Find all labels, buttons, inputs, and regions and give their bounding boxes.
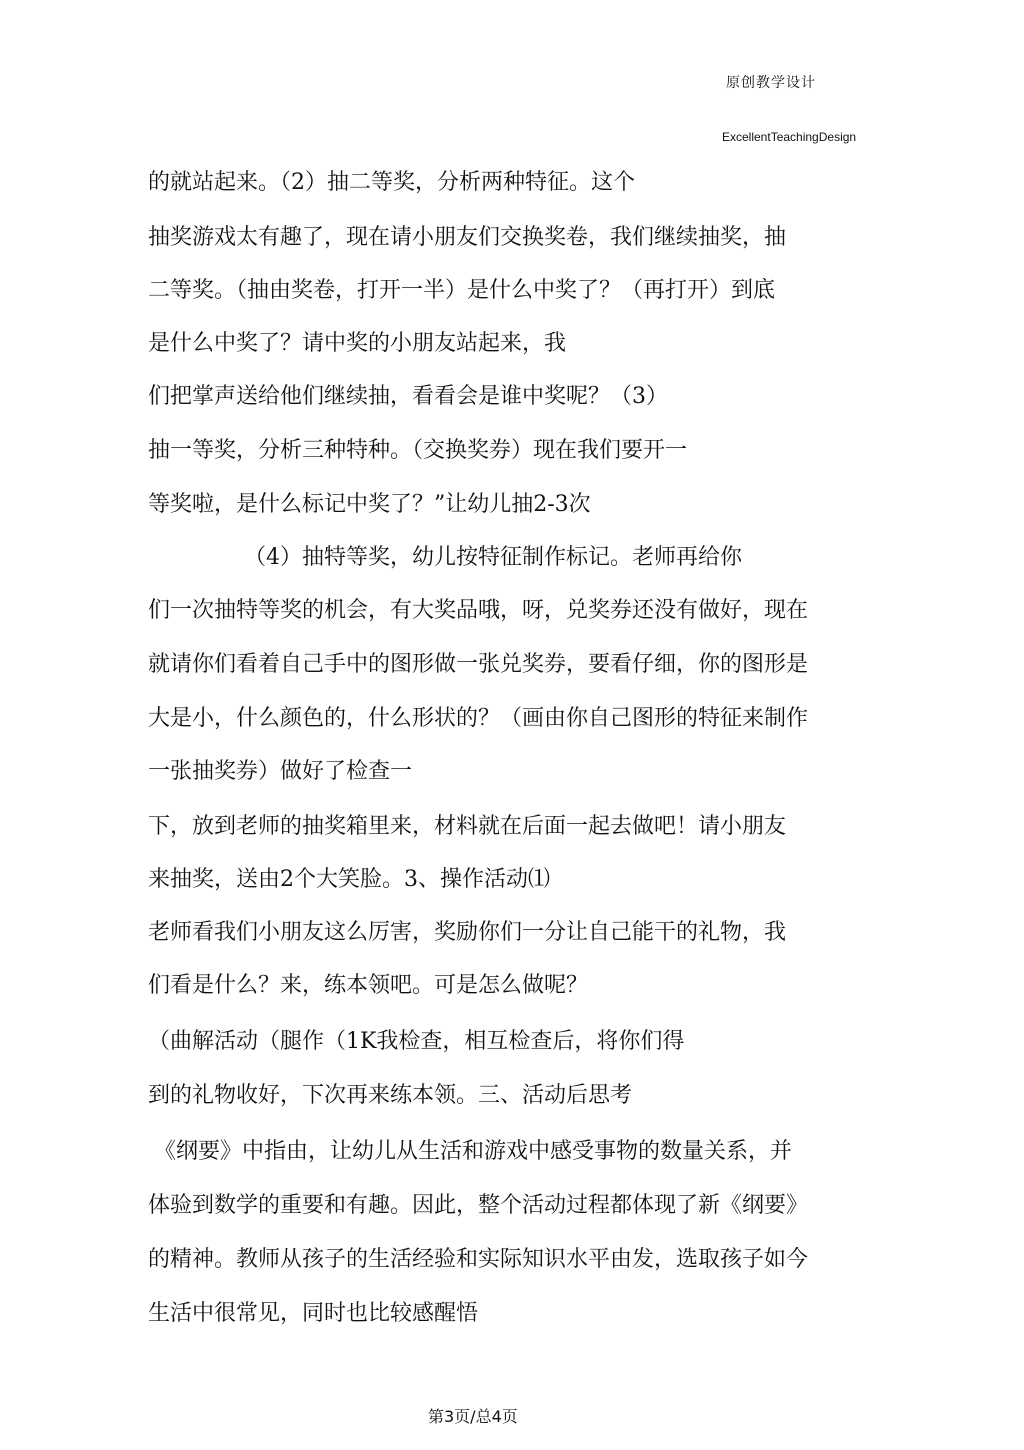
body-line: 《纲要》中指由，让幼儿从生活和游戏中感受事物的数量关系，并 <box>154 1139 793 1164</box>
body-line: 大是小，什么颜色的，什么形状的？（画由你自己图形的特征来制作 <box>148 706 809 731</box>
body-line: 们看是什么？来，练本领吧。可是怎么做呢？ <box>148 973 589 998</box>
body-line: 来抽奖，送由2个大笑脸。3、操作活动⑴ <box>148 867 550 892</box>
body-line: 老师看我们小朋友这么厉害，奖励你们一分让自己能干的礼物，我 <box>148 920 787 945</box>
header-title: 原创教学设计 <box>726 75 816 91</box>
header-subtitle: ExcellentTeachingDesign <box>722 130 857 144</box>
body-line: 生活中很常见，同时也比较感醒悟 <box>148 1301 479 1326</box>
body-line: 的精神。教师从孩子的生活经验和实际知识水平由发，选取孩子如今 <box>148 1247 809 1272</box>
page-number: 第3页/总4页 <box>428 1407 518 1426</box>
body-line: 一张抽奖券）做好了检查一 <box>148 759 413 784</box>
body-line: 就请你们看着自己手中的图形做一张兑奖券，要看仔细，你的图形是 <box>148 652 809 677</box>
body-line: 到的礼物收好，下次再来练本领。三、活动后思考 <box>148 1083 633 1108</box>
body-line: 是什么中奖了？请中奖的小朋友站起来，我 <box>148 331 567 356</box>
body-line: （曲解活动（腿作（1K我检查，相互检查后，将你们得 <box>148 1029 685 1054</box>
body-line: 二等奖。（抽由奖卷，打开一半）是什么中奖了？（再打开）到底 <box>148 278 776 303</box>
body-line: （4）抽特等奖，幼儿按特征制作标记。老师再给你 <box>244 545 742 570</box>
body-line: 下，放到老师的抽奖箱里来，材料就在后面一起去做吧！请小朋友 <box>148 814 787 839</box>
body-line: 体验到数学的重要和有趣。因此，整个活动过程都体现了新《纲要》 <box>148 1193 809 1218</box>
body-line: 们把掌声送给他们继续抽，看看会是谁中奖呢？（3） <box>148 384 668 409</box>
body-line: 抽一等奖，分析三种特种。（交换奖券）现在我们要开一 <box>148 438 688 463</box>
body-line: 的就站起来。（2）抽二等奖，分析两种特征。这个 <box>148 170 635 195</box>
body-line: 们一次抽特等奖的机会，有大奖品哦，呀，兑奖券还没有做好，现在 <box>148 598 809 623</box>
body-line: 抽奖游戏太有趣了，现在请小朋友们交换奖卷，我们继续抽奖，抽 <box>148 225 787 250</box>
body-line: 等奖啦，是什么标记中奖了？”让幼儿抽2-3次 <box>148 492 591 517</box>
